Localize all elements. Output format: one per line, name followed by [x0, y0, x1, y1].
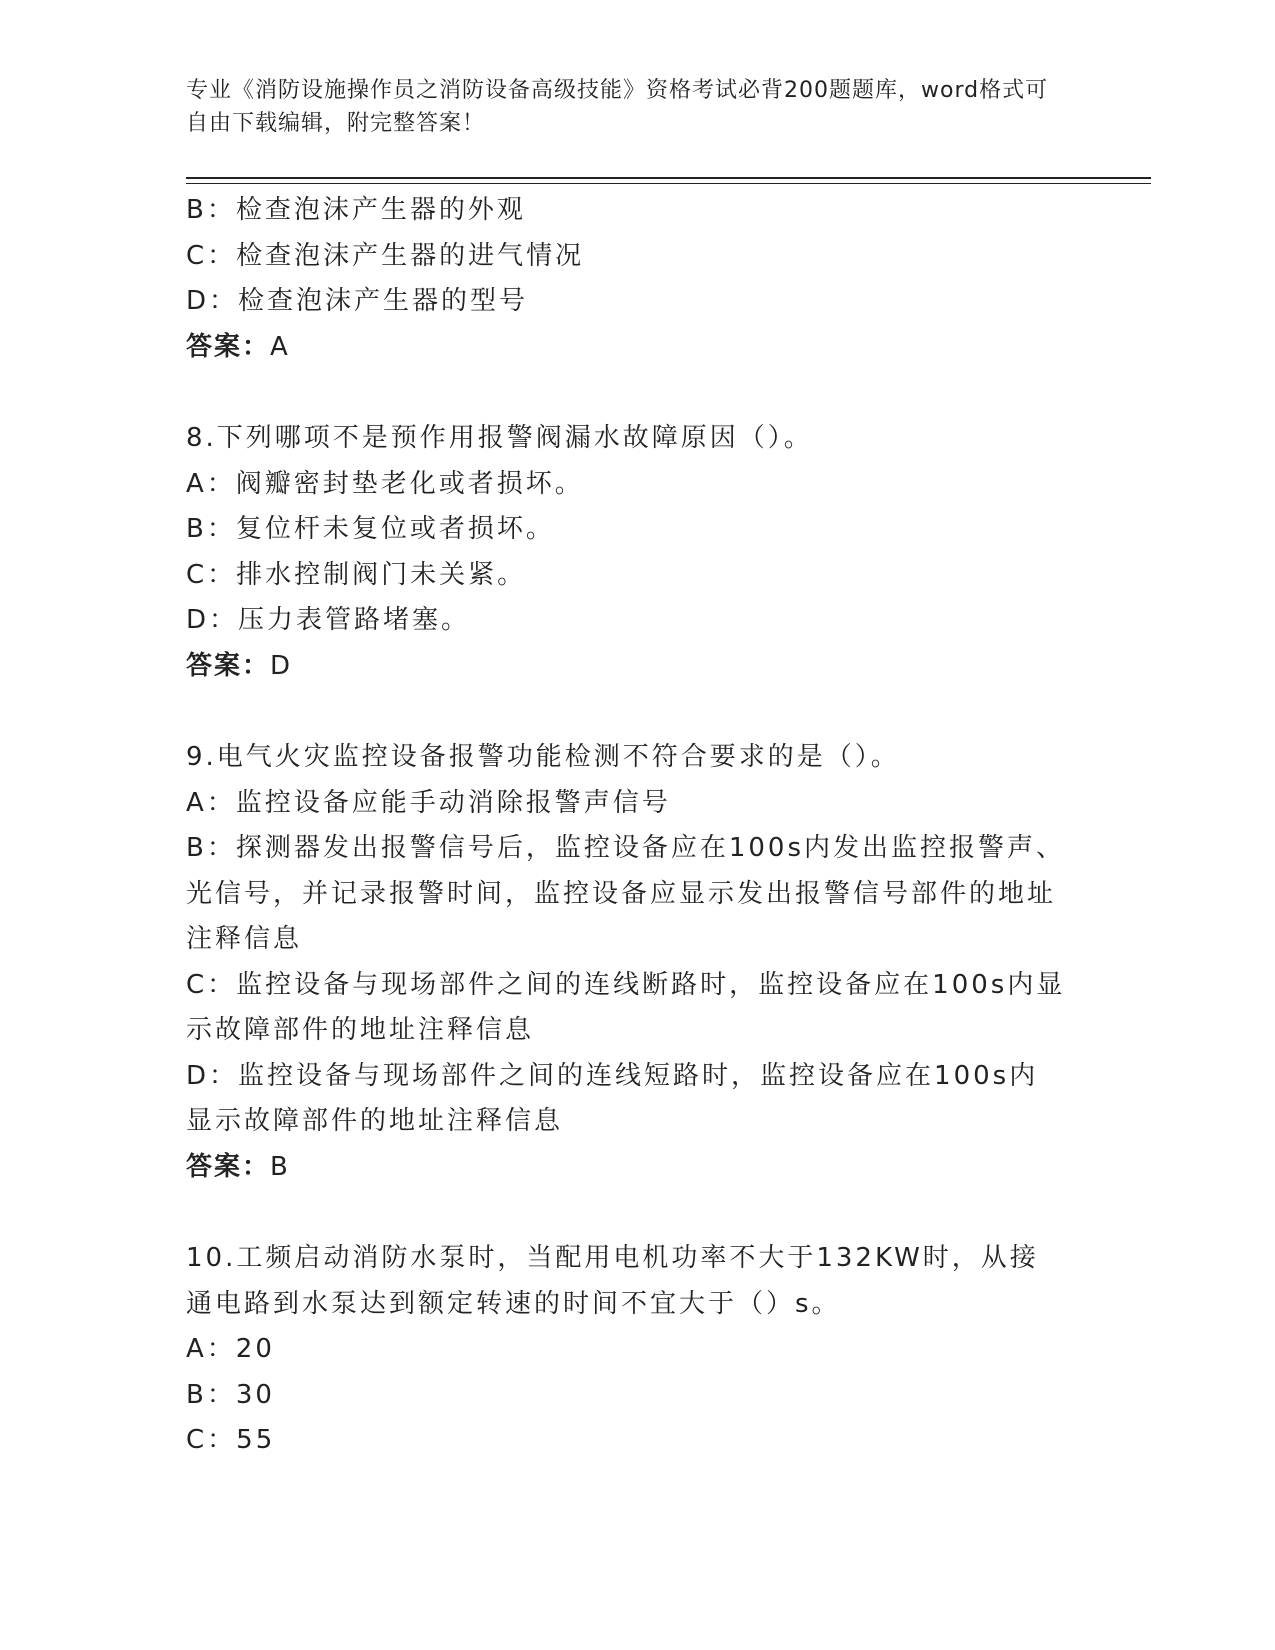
answer-line [186, 1145, 1066, 1191]
option-a: A：监控设备应能手动消除报警声信号 [186, 787, 671, 818]
answer-label: 答案： [186, 650, 271, 681]
option-b: B：复位杆未复位或者损坏。 [186, 514, 555, 544]
answer-line [186, 325, 1066, 371]
answer-value: B [270, 1151, 290, 1182]
answer-label: 答案： [186, 1151, 271, 1182]
option-b: B：检查泡沫产生器的外观 [186, 195, 526, 225]
option-d: D：压力表管路堵塞。 [186, 605, 471, 635]
option-b: B：探测器发出报警信号后，监控设备应在100s内发出监控报警声、光信号，并记录报警时间，监控设备应显示发出报警信号部件的地址注释信息 [186, 833, 1066, 954]
option-a: A：20 [186, 1334, 275, 1364]
question-stem: 10.工频启动消防水泵时，当配用电机功率不大于132KW时，从接通电路到水泵达到额定转速的时间不宜大于（）s。 [186, 1243, 1039, 1319]
page-header: 专业《消防设施操作员之消防设备高级技能》资格考试必背200题题库，word格式可自由下载编辑，附完整答案！ [186, 78, 1049, 136]
option-c: C：排水控制阀门未关紧。 [186, 559, 527, 590]
option-c: C：监控设备与现场部件之间的连线断路时，监控设备应在100s内显示故障部件的地址注释信息 [186, 969, 1066, 1045]
answer-value: D [270, 650, 293, 681]
header-divider [186, 177, 1151, 184]
question-9 [186, 735, 1066, 1190]
question-10 [186, 1236, 1066, 1464]
question-7-tail [186, 188, 1066, 370]
question-stem: 8.下列哪项不是预作用报警阀漏水故障原因（）。 [186, 423, 813, 453]
answer-value: A [270, 331, 290, 362]
option-d: D：监控设备与现场部件之间的连线短路时，监控设备应在100s内显示故障部件的地址注释信息 [186, 1060, 1039, 1136]
question-content [186, 188, 1066, 1464]
answer-line [186, 644, 1066, 690]
question-8 [186, 416, 1066, 689]
question-stem: 9.电气火灾监控设备报警功能检测不符合要求的是（）。 [186, 742, 900, 772]
option-c: C：检查泡沫产生器的进气情况 [186, 240, 585, 271]
option-d: D：检查泡沫产生器的型号 [186, 286, 529, 316]
option-c: C：55 [186, 1425, 276, 1455]
answer-label: 答案： [186, 331, 271, 362]
option-a: A：阀瓣密封垫老化或者损坏。 [186, 468, 584, 499]
option-b: B：30 [186, 1379, 275, 1410]
